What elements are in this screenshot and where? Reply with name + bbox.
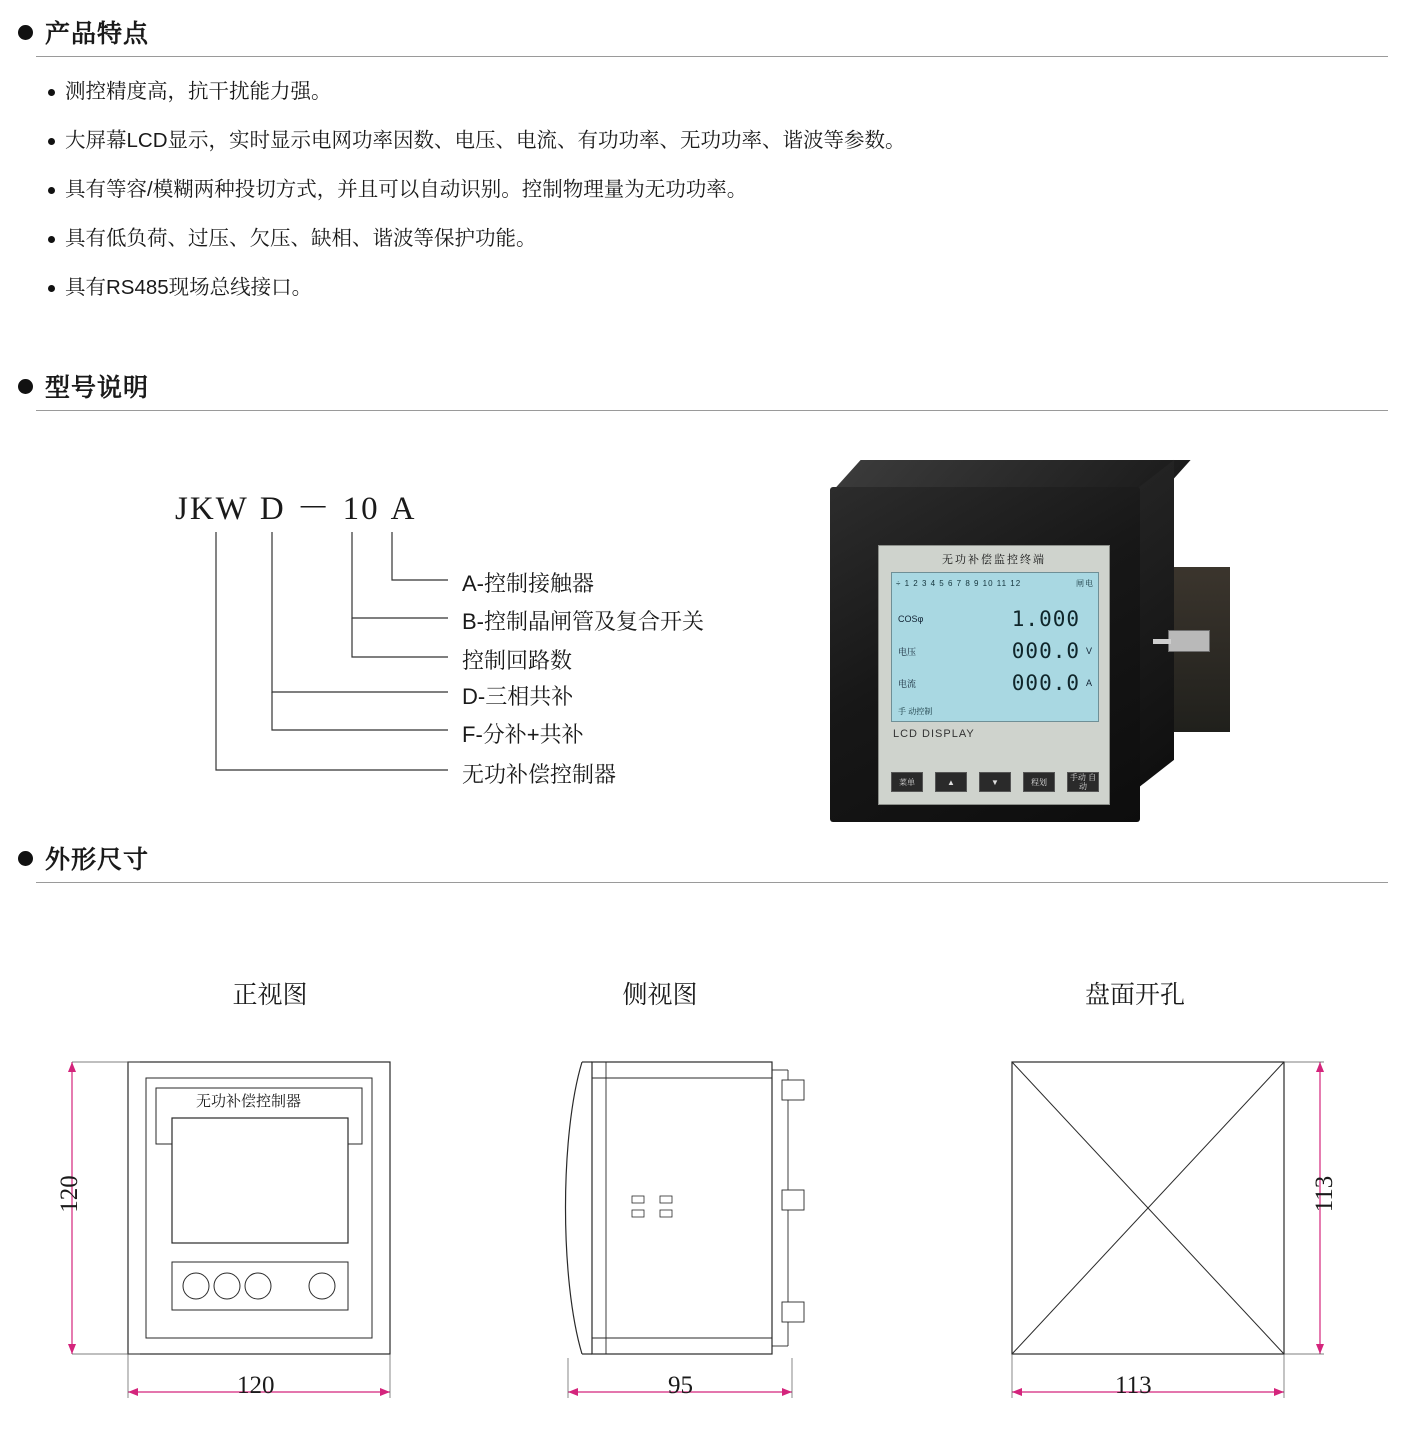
feature-text: 具有等容/模糊两种投切方式，并且可以自动识别。控制物理量为无功功率。 [65,178,748,201]
list-item [40,274,1380,302]
down-button[interactable]: ▼ [979,772,1011,792]
bullet-icon [18,851,33,866]
bullet-dot-icon [48,138,55,145]
model-diagram [0,440,800,840]
cutout-view-drawing [980,1040,1330,1410]
model-heading [18,368,1388,404]
manual-auto-button[interactable]: 手动 自动 [1067,772,1099,792]
lcd-row-value: 000.0 [1011,671,1080,695]
feature-text: 具有低负荷、过压、欠压、缺相、谐波等保护功能。 [65,227,537,250]
leader-lines [0,440,800,840]
lcd-row-value: 1.000 [1011,607,1080,631]
model-label: B-控制晶闸管及复合开关 [462,609,705,634]
model-label: 无功补偿控制器 [462,762,617,787]
bullet-dot-icon [48,236,55,243]
device-keypad [891,772,1099,792]
front-view-inner-label: 无功补偿控制器 [196,1093,302,1110]
bullet-dot-icon [48,89,55,96]
device-bezel [878,545,1110,805]
device-caption: 无功补偿监控终端 [942,554,1046,566]
device-side-face [1138,460,1174,788]
model-title: 型号说明 [45,374,150,402]
terminal-screw [1168,630,1210,652]
device-lcd [891,572,1099,722]
dimensions-divider [36,882,1388,883]
side-view-title: 侧视图 [622,981,698,1009]
features-title: 产品特点 [45,20,150,48]
lcd-row-label: 电压 [898,646,917,657]
lcd-row-voltage [898,639,1092,663]
model-label: D-三相共补 [462,684,574,709]
lcd-row-unit: V [1085,646,1092,656]
bullet-icon [18,379,33,394]
cutout-width-value: 113 [1115,1372,1152,1399]
lcd-step-indicators: ÷ 1 2 3 4 5 6 7 8 9 10 11 12 [896,578,1022,588]
model-code-part: A [390,491,417,527]
lcd-row-cos [898,607,1092,631]
lcd-row-label: COSφ [898,614,924,624]
list-item [40,225,1380,253]
program-button[interactable]: 程划 [1023,772,1055,792]
model-code-part: D [259,491,286,527]
device-front-body [830,487,1140,822]
side-view-drawing [520,1040,850,1410]
model-label: F-分补+共补 [462,722,584,747]
feature-text: 具有RS485现场总线接口。 [65,276,313,299]
features-divider [36,56,1388,57]
lcd-mode-indicator: 手 动控制 [898,707,933,716]
up-button[interactable]: ▲ [935,772,967,792]
lcd-row-value: 000.0 [1011,639,1080,663]
front-view-width-value: 120 [237,1372,275,1399]
features-list [40,78,1380,323]
list-item [40,127,1380,155]
model-divider [36,410,1388,411]
lcd-power-indicator: 闸电 [1076,578,1094,588]
features-heading [18,14,1388,50]
lcd-status-bar [896,576,1094,590]
list-item [40,176,1380,204]
model-label: A-控制接触器 [462,571,595,596]
bullet-icon [18,25,33,40]
menu-button[interactable]: 菜单 [891,772,923,792]
lcd-display-label: LCD DISPLAY [893,728,975,740]
front-view-height-value: 120 [56,1175,83,1213]
dimensions-heading [18,840,1388,876]
side-view-width-value: 95 [668,1372,693,1399]
lcd-row-unit: A [1085,678,1092,688]
lcd-row-current [898,671,1092,695]
lcd-row-label: 电流 [898,678,917,689]
feature-text: 测控精度高，抗干扰能力强。 [65,80,332,103]
device-photo [820,452,1240,842]
model-code-part: － [296,491,332,527]
model-code-part: JKW [175,491,249,527]
model-label: 控制回路数 [462,648,573,673]
bullet-dot-icon [48,187,55,194]
front-view-title: 正视图 [232,981,308,1009]
feature-text: 大屏幕LCD显示，实时显示电网功率因数、电压、电流、有功功率、无功功率、谐波等参数。 [65,129,906,152]
dimensions-title: 外形尺寸 [45,846,150,874]
model-code-part: 10 [342,491,380,527]
bullet-dot-icon [48,285,55,292]
cutout-height-value: 113 [1311,1175,1338,1213]
list-item [40,78,1380,106]
cutout-view-title: 盘面开孔 [1084,981,1185,1009]
